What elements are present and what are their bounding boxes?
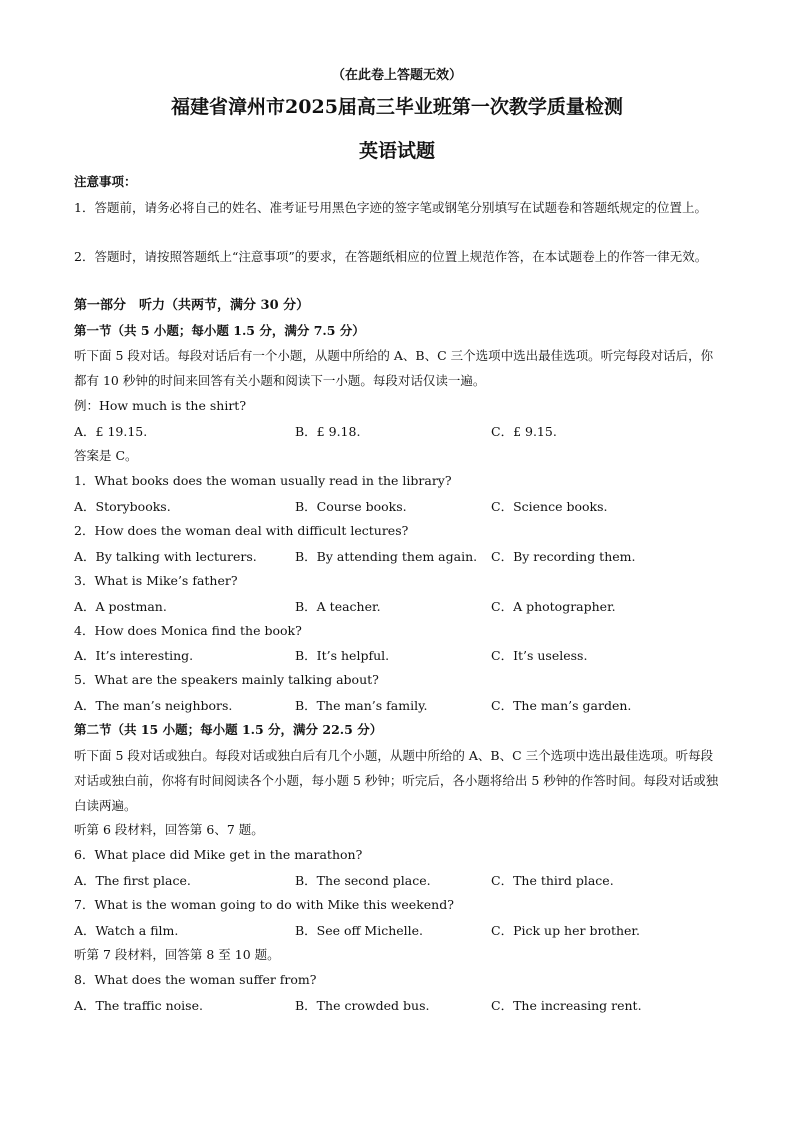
part1-heading: 第一部分 听力（共两节，满分 30 分）	[74, 298, 310, 313]
material-7-note: 听第 7 段材料，回答第 8 至 10 题。	[74, 947, 280, 962]
section2-heading: 第二节（共 15 小题；每小题 1.5 分，满分 22.5 分）	[74, 722, 383, 737]
q8-option-a: A．The traffic noise.	[74, 998, 203, 1013]
example-answer: 答案是 C。	[74, 448, 138, 463]
exam-subject: 英语试题	[358, 140, 435, 162]
q3-option-c: C．A photographer.	[491, 599, 616, 614]
q2-option-c: C．By recording them.	[491, 549, 636, 564]
example-option-c: C．£ 9.15.	[491, 424, 557, 439]
header-note: （在此卷上答题无效）	[331, 68, 462, 83]
example-question: 例：How much is the shirt?	[74, 398, 247, 413]
notice-heading: 注意事项：	[74, 174, 137, 189]
q3-option-a: A．A postman.	[74, 599, 167, 614]
q5-option-a: A．The man’s neighbors.	[74, 698, 233, 713]
q6-option-b: B．The second place.	[295, 873, 431, 888]
q6-option-a: A．The first place.	[74, 873, 191, 888]
q3-option-b: B．A teacher.	[295, 599, 381, 614]
notice-item-2: 2．答题时，请按照答题纸上“注意事项”的要求，在答题纸相应的位置上规范作答，在本试题卷上的作答一律无效。	[74, 249, 708, 264]
section1-instructions: 听下面 5 段对话。每段对话后有一个小题，从题中所给的 A、B、C 三个选项中选出最佳选项。听完每段对话后，你都有 10 秒钟的时间来回答有关小题和阅读下一小题。每段对话仅读一遍。	[74, 348, 714, 388]
q2-option-a: A．By talking with lecturers.	[74, 549, 257, 564]
section2-instructions: 听下面 5 段对话或独白。每段对话或独白后有几个小题，从题中所给的 A、B、C 三个选项中选出最佳选项。听每段对话或独白前，你将有时间阅读各个小题，每小题 5 秒钟；听完后，各小题将给出 5 秒钟的作答时间。每段对话或独白读两遍。	[74, 748, 719, 813]
question-6: 6．What place did Mike get in the marathon?	[74, 847, 363, 862]
material-6-note: 听第 6 段材料，回答第 6、7 题。	[74, 822, 264, 837]
q8-option-c: C．The increasing rent.	[491, 998, 642, 1013]
q5-option-b: B．The man’s family.	[295, 698, 428, 713]
exam-title: 福建省漳州市2025届高三毕业班第一次教学质量检测	[171, 96, 623, 118]
question-5: 5．What are the speakers mainly talking about?	[74, 672, 379, 687]
question-3: 3．What is Mike’s father?	[74, 573, 238, 588]
example-option-b: B．£ 9.18.	[295, 424, 361, 439]
q4-option-b: B．It’s helpful.	[295, 648, 390, 663]
q7-option-b: B．See off Michelle.	[295, 923, 424, 938]
question-1: 1．What books does the woman usually read in the library?	[74, 473, 452, 488]
q6-option-c: C．The third place.	[491, 873, 614, 888]
q1-option-b: B．Course books.	[295, 499, 407, 514]
q1-option-c: C．Science books.	[491, 499, 608, 514]
question-7: 7．What is the woman going to do with Mike this weekend?	[74, 897, 454, 912]
question-4: 4．How does Monica find the book?	[74, 623, 302, 638]
q7-option-a: A．Watch a film.	[74, 923, 179, 938]
q4-option-c: C．It’s useless.	[491, 648, 588, 663]
example-option-a: A．£ 19.15.	[74, 424, 148, 439]
q8-option-b: B．The crowded bus.	[295, 998, 430, 1013]
section1-heading: 第一节（共 5 小题；每小题 1.5 分，满分 7.5 分）	[74, 323, 365, 338]
q2-option-b: B．By attending them again.	[295, 549, 478, 564]
q5-option-c: C．The man’s garden.	[491, 698, 632, 713]
q4-option-a: A．It’s interesting.	[74, 648, 194, 663]
q1-option-a: A．Storybooks.	[74, 499, 171, 514]
q7-option-c: C．Pick up her brother.	[491, 923, 640, 938]
notice-item-1: 1．答题前，请务必将自己的姓名、准考证号用黑色字迹的签字笔或钢笔分别填写在试题卷和答题纸规定的位置上。	[74, 200, 707, 215]
question-2: 2．How does the woman deal with difficult lectures?	[74, 523, 409, 538]
question-8: 8．What does the woman suffer from?	[74, 972, 317, 987]
